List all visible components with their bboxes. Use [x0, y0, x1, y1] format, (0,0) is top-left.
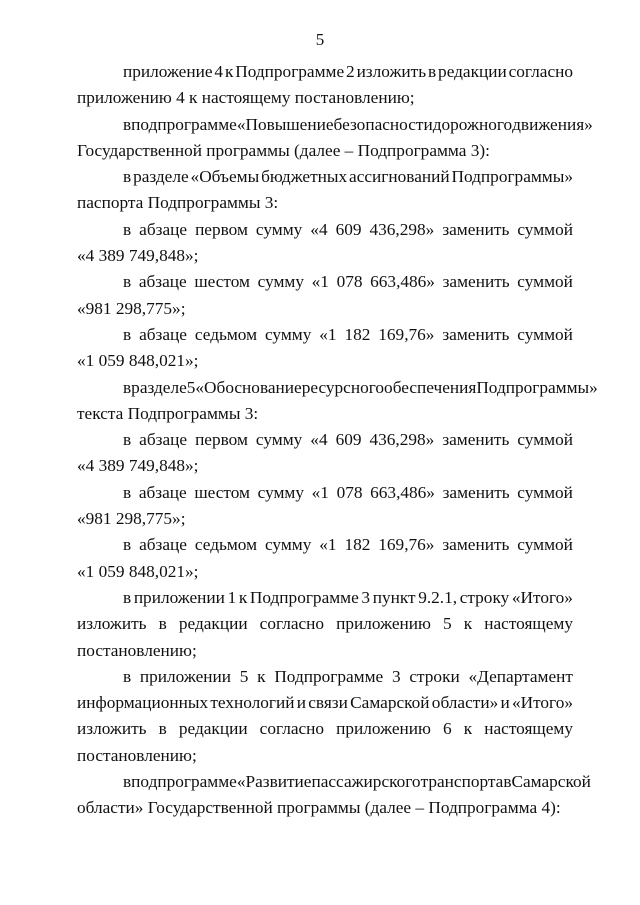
word: «1 [311, 482, 329, 502]
text-line: приложению 4 к настоящему постановлению; [77, 88, 415, 108]
word: приложении [139, 666, 232, 686]
word: 2 [346, 62, 355, 81]
word: приложению [336, 719, 431, 739]
document-body [77, 59, 598, 822]
text-line [77, 59, 573, 85]
paragraph [77, 480, 573, 533]
word: подпрограмме [131, 114, 237, 134]
paragraph [77, 164, 573, 217]
text-line [77, 269, 573, 295]
word: в [427, 62, 437, 81]
word: суммой [517, 482, 573, 502]
word: абзаце [138, 482, 187, 502]
word: настоящему [484, 614, 573, 634]
word: 5 [443, 614, 452, 634]
word: изложить [77, 719, 147, 739]
word: в [123, 430, 132, 450]
word: транспорта [420, 772, 504, 792]
word: 663,486» [370, 482, 435, 502]
word: строку [459, 587, 510, 607]
word: «Итого» [511, 587, 573, 607]
word: редакции [438, 62, 507, 81]
word: «4 [310, 219, 328, 239]
word: заменить [442, 272, 510, 292]
word: Самарской [511, 772, 591, 792]
text-line: паспорта Подпрограммы 3: [77, 193, 279, 213]
word: 6 [443, 719, 452, 739]
word: 078 [336, 482, 363, 502]
word: Подпрограмме [235, 62, 345, 81]
word: ресурсного [301, 377, 385, 397]
word: редакции [178, 614, 248, 634]
word: в [123, 167, 132, 187]
word: приложению [336, 614, 431, 634]
text-line: постановлению; [77, 745, 197, 765]
word: 182 [344, 535, 371, 555]
word: 3 [391, 666, 401, 686]
word: к [224, 62, 234, 81]
text-line: «1 059 848,021»; [77, 351, 199, 371]
paragraph [77, 112, 593, 165]
word: 169,76» [378, 324, 435, 344]
word: ассигнований [349, 167, 450, 187]
paragraph [77, 585, 573, 664]
word: приложении [133, 587, 225, 607]
text-line [77, 164, 573, 190]
word: безопасности [333, 114, 433, 134]
text-line [77, 322, 573, 348]
text-line: Государственной программы (далее – Подпрограмма 3): [77, 140, 490, 160]
word: абзаце [139, 219, 188, 239]
paragraph [77, 532, 573, 585]
text-line: «981 298,775»; [77, 298, 186, 318]
text-line: постановлению; [77, 640, 197, 660]
word: в [158, 614, 167, 634]
word: Подпрограмме [274, 666, 384, 686]
text-line [77, 716, 573, 742]
word: согласно [259, 614, 325, 634]
word: согласно [508, 62, 573, 81]
text-line [77, 585, 573, 611]
word: «Развитие [236, 772, 312, 792]
word: 4 [214, 62, 224, 81]
word: «Повышение [236, 114, 334, 134]
text-line [77, 532, 573, 558]
word: шестом [194, 272, 250, 292]
word: приложение [123, 62, 213, 81]
word: 5 [239, 666, 249, 686]
word: изложить [77, 614, 147, 634]
word: в [123, 535, 132, 555]
word: абзаце [139, 430, 188, 450]
word: в [123, 219, 132, 239]
word: разделе [133, 167, 189, 187]
word: заменить [442, 535, 510, 555]
word: 609 [335, 219, 362, 239]
paragraph [77, 769, 591, 822]
word: 182 [344, 324, 371, 344]
word: движения» [512, 114, 593, 134]
word: информационных [77, 693, 209, 713]
word: Подпрограммы» [451, 167, 573, 187]
word: заменить [442, 482, 510, 502]
word: шестом [194, 482, 250, 502]
word: сумму [255, 430, 303, 450]
word: области» [431, 693, 499, 713]
word: Подпрограмме [249, 587, 359, 607]
word: технологий [210, 693, 295, 713]
word: суммой [517, 219, 573, 239]
text-line [77, 375, 598, 401]
text-line [77, 690, 573, 716]
word: сумму [257, 482, 305, 502]
word: первом [195, 430, 248, 450]
word: 3 [361, 587, 371, 607]
word: «1 [319, 324, 337, 344]
word: абзаце [139, 535, 187, 555]
paragraph [77, 217, 573, 270]
word: «1 [319, 535, 337, 555]
word: к [238, 587, 248, 607]
word: изложить [356, 62, 427, 81]
text-line: текста Подпрограммы 3: [77, 403, 259, 423]
word: в [123, 772, 132, 792]
word: заменить [442, 219, 510, 239]
word: 078 [336, 272, 363, 292]
text-line: «1 059 848,021»; [77, 561, 199, 581]
paragraph [77, 322, 573, 375]
word: в [123, 482, 132, 502]
word: в [503, 772, 512, 792]
word: разделе [131, 377, 187, 397]
text-line: «4 389 749,848»; [77, 456, 199, 476]
word: 436,298» [369, 430, 435, 450]
word: в [123, 272, 132, 292]
word: сумму [255, 219, 303, 239]
word: подпрограмме [131, 772, 237, 792]
paragraph [77, 427, 573, 480]
word: 5 [186, 377, 196, 397]
word: и [500, 693, 510, 713]
word: 9.2.1, [418, 587, 458, 607]
word: суммой [517, 272, 573, 292]
paragraph [77, 664, 573, 769]
word: в [123, 114, 132, 134]
word: дорожного [432, 114, 513, 134]
text-line [77, 112, 593, 138]
word: редакции [178, 719, 248, 739]
page-number: 5 [315, 30, 325, 49]
word: 663,486» [370, 272, 435, 292]
text-line: области» Государственной программы (далее – Подпрограмма 4): [77, 798, 561, 818]
word: в [123, 324, 132, 344]
word: бюджетных [261, 167, 348, 187]
word: пункт [372, 587, 416, 607]
text-line [77, 217, 573, 243]
text-line [77, 664, 573, 690]
word: «1 [311, 272, 329, 292]
text-line: «4 389 749,848»; [77, 246, 199, 266]
word: «4 [310, 430, 328, 450]
word: согласно [259, 719, 325, 739]
word: седьмом [194, 535, 258, 555]
text-line [77, 769, 591, 795]
word: 609 [335, 430, 362, 450]
word: 169,76» [378, 535, 435, 555]
word: абзаце [138, 272, 187, 292]
word: Самарской [350, 693, 430, 713]
paragraph [77, 269, 573, 322]
word: в [123, 587, 132, 607]
word: к [463, 614, 473, 634]
word: седьмом [194, 324, 258, 344]
word: суммой [517, 535, 573, 555]
word: заменить [442, 324, 510, 344]
word: сумму [264, 324, 312, 344]
text-line [77, 427, 573, 453]
word: настоящему [484, 719, 573, 739]
text-line [77, 480, 573, 506]
word: Подпрограммы» [476, 377, 598, 397]
word: первом [195, 219, 248, 239]
word: 1 [227, 587, 237, 607]
word: к [257, 666, 266, 686]
word: 436,298» [369, 219, 435, 239]
word: суммой [517, 430, 573, 450]
word: в [123, 377, 132, 397]
word: сумму [264, 535, 312, 555]
word: в [158, 719, 167, 739]
word: абзаце [139, 324, 187, 344]
paragraph [77, 375, 598, 428]
word: сумму [257, 272, 305, 292]
text-line [77, 611, 573, 637]
word: обеспечения [384, 377, 477, 397]
word: «Итого» [511, 693, 573, 713]
word: суммой [517, 324, 573, 344]
paragraph [77, 59, 573, 112]
word: строки [409, 666, 460, 686]
word: «Объемы [190, 167, 260, 187]
word: к [463, 719, 473, 739]
word: связи [308, 693, 348, 713]
word: пассажирского [311, 772, 421, 792]
word: заменить [442, 430, 510, 450]
word: «Обоснование [195, 377, 302, 397]
word: в [123, 666, 132, 686]
word: «Департамент [468, 666, 573, 686]
text-line: «981 298,775»; [77, 509, 186, 529]
word: и [296, 693, 306, 713]
